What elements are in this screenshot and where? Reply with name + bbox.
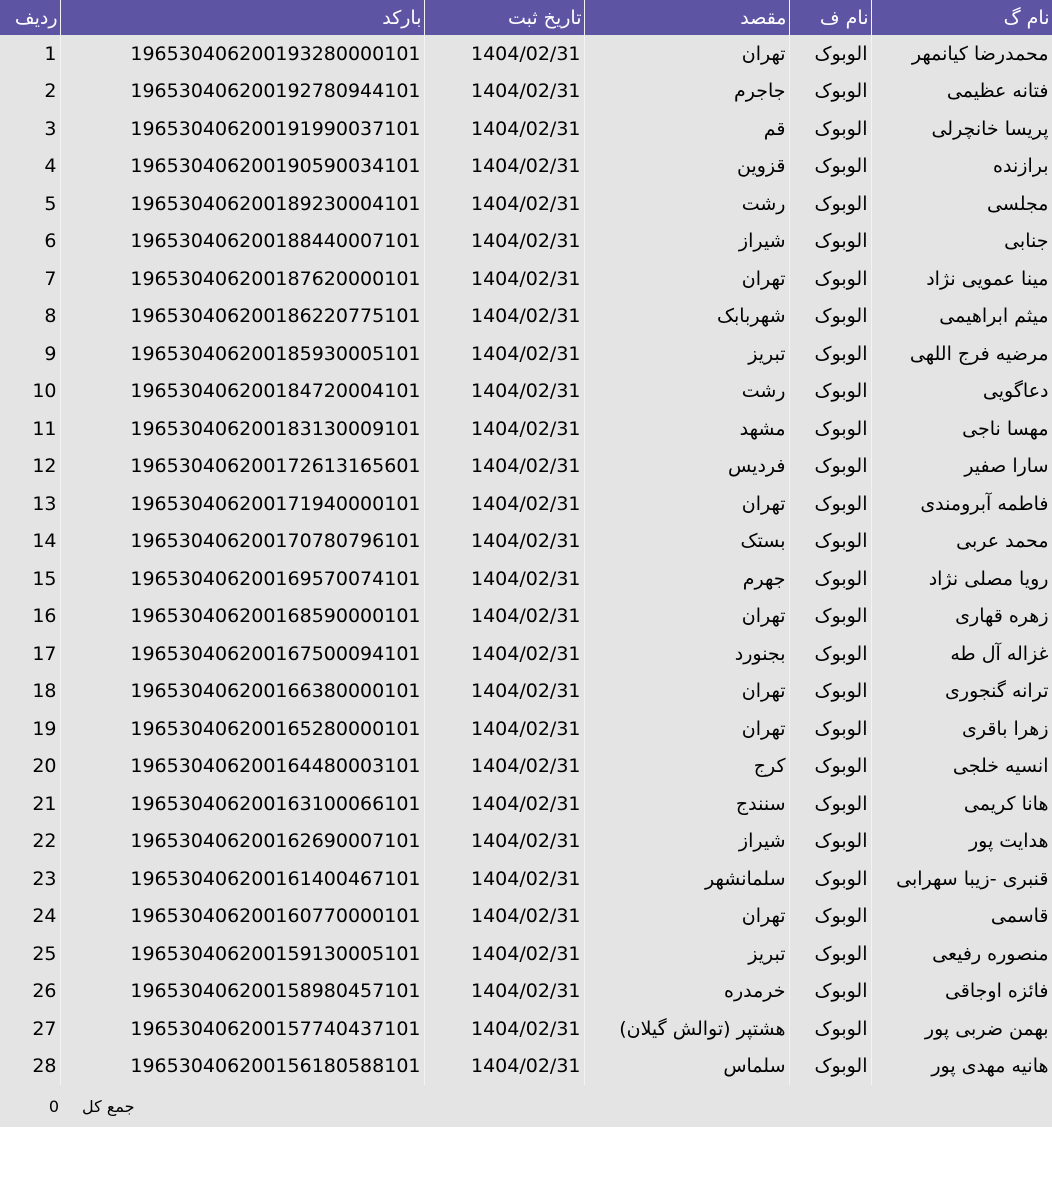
- barcode-cell[interactable]: 196530406200162690007101: [60, 823, 424, 861]
- last-name-cell[interactable]: بهمن ضربی پور: [871, 1010, 1052, 1048]
- destination-cell[interactable]: بستک: [584, 523, 789, 561]
- table-row: [0, 35, 1052, 73]
- destination-cell[interactable]: قزوین: [584, 148, 789, 186]
- first-name-cell[interactable]: الوبوک: [789, 485, 871, 523]
- first-name-cell[interactable]: الوبوک: [789, 223, 871, 261]
- row-number-cell[interactable]: 10: [0, 373, 60, 411]
- barcode-cell[interactable]: 196530406200191990037101: [60, 110, 424, 148]
- table-body: [0, 35, 1052, 1085]
- row-number-cell[interactable]: 16: [0, 598, 60, 636]
- barcode-cell[interactable]: 196530406200167500094101: [60, 635, 424, 673]
- first-name-cell[interactable]: الوبوک: [789, 973, 871, 1011]
- last-name-cell[interactable]: برازنده: [871, 148, 1052, 186]
- destination-cell[interactable]: سنندج: [584, 785, 789, 823]
- row-number-cell[interactable]: 12: [0, 448, 60, 486]
- barcode-cell[interactable]: 196530406200186220775101: [60, 298, 424, 336]
- last-name-cell[interactable]: مرضیه فرج اللهی: [871, 335, 1052, 373]
- header-last-name[interactable]: نام گ: [871, 0, 1052, 35]
- row-number-cell[interactable]: 2: [0, 73, 60, 111]
- date-cell[interactable]: 1404/02/31: [424, 35, 584, 73]
- first-name-cell[interactable]: الوبوک: [789, 523, 871, 561]
- table-row: [0, 373, 1052, 411]
- header-first-name[interactable]: نام ف: [789, 0, 871, 35]
- last-name-cell[interactable]: مینا عمویی نژاد: [871, 260, 1052, 298]
- first-name-cell[interactable]: الوبوک: [789, 260, 871, 298]
- first-name-cell[interactable]: الوبوک: [789, 1048, 871, 1086]
- date-cell[interactable]: 1404/02/31: [424, 935, 584, 973]
- date-cell[interactable]: 1404/02/31: [424, 298, 584, 336]
- destination-cell[interactable]: تهران: [584, 673, 789, 711]
- row-number-cell[interactable]: 25: [0, 935, 60, 973]
- table-row: [0, 635, 1052, 673]
- destination-cell[interactable]: شیراز: [584, 823, 789, 861]
- date-cell[interactable]: 1404/02/31: [424, 485, 584, 523]
- first-name-cell[interactable]: الوبوک: [789, 110, 871, 148]
- barcode-cell[interactable]: 196530406200193280000101: [60, 35, 424, 73]
- date-cell[interactable]: 1404/02/31: [424, 1048, 584, 1086]
- last-name-cell[interactable]: محمدرضا کیانمهر: [871, 35, 1052, 73]
- table-row: [0, 260, 1052, 298]
- destination-cell[interactable]: هشتپر (توالش گیلان): [584, 1010, 789, 1048]
- destination-cell[interactable]: رشت: [584, 373, 789, 411]
- first-name-cell[interactable]: الوبوک: [789, 785, 871, 823]
- barcode-cell[interactable]: 196530406200183130009101: [60, 410, 424, 448]
- date-cell[interactable]: 1404/02/31: [424, 223, 584, 261]
- row-number-cell[interactable]: 27: [0, 1010, 60, 1048]
- first-name-cell[interactable]: الوبوک: [789, 298, 871, 336]
- last-name-cell[interactable]: فتانه عظیمی: [871, 73, 1052, 111]
- table-row: [0, 973, 1052, 1011]
- table-row: [0, 1048, 1052, 1086]
- table-row: [0, 335, 1052, 373]
- row-number-cell[interactable]: 26: [0, 973, 60, 1011]
- barcode-cell[interactable]: 196530406200168590000101: [60, 598, 424, 636]
- row-number-cell[interactable]: 13: [0, 485, 60, 523]
- row-number-cell[interactable]: 24: [0, 898, 60, 936]
- first-name-cell[interactable]: الوبوک: [789, 860, 871, 898]
- table-row: [0, 298, 1052, 336]
- first-name-cell[interactable]: الوبوک: [789, 598, 871, 636]
- barcode-cell[interactable]: 196530406200159130005101: [60, 935, 424, 973]
- destination-cell[interactable]: کرج: [584, 748, 789, 786]
- last-name-cell[interactable]: محمد عربی: [871, 523, 1052, 561]
- first-name-cell[interactable]: الوبوک: [789, 185, 871, 223]
- row-number-cell[interactable]: 9: [0, 335, 60, 373]
- row-number-cell[interactable]: 18: [0, 673, 60, 711]
- table-row: [0, 560, 1052, 598]
- barcode-cell[interactable]: 196530406200184720004101: [60, 373, 424, 411]
- date-cell[interactable]: 1404/02/31: [424, 260, 584, 298]
- table-row: [0, 448, 1052, 486]
- barcode-cell[interactable]: 196530406200170780796101: [60, 523, 424, 561]
- first-name-cell[interactable]: الوبوک: [789, 148, 871, 186]
- date-cell[interactable]: 1404/02/31: [424, 560, 584, 598]
- table-row: [0, 748, 1052, 786]
- destination-cell[interactable]: تبریز: [584, 935, 789, 973]
- first-name-cell[interactable]: الوبوک: [789, 448, 871, 486]
- last-name-cell[interactable]: زهرا باقری: [871, 710, 1052, 748]
- destination-cell[interactable]: جهرم: [584, 560, 789, 598]
- table-row: [0, 598, 1052, 636]
- barcode-cell[interactable]: 196530406200171940000101: [60, 485, 424, 523]
- empty-cell[interactable]: [584, 1085, 789, 1127]
- first-name-cell[interactable]: الوبوک: [789, 560, 871, 598]
- destination-cell[interactable]: مشهد: [584, 410, 789, 448]
- first-name-cell[interactable]: الوبوک: [789, 710, 871, 748]
- row-number-cell[interactable]: 22: [0, 823, 60, 861]
- first-name-cell[interactable]: الوبوک: [789, 898, 871, 936]
- last-name-cell[interactable]: ترانه گنجوری: [871, 673, 1052, 711]
- date-cell[interactable]: 1404/02/31: [424, 73, 584, 111]
- header-row: [0, 0, 1052, 35]
- date-cell[interactable]: 1404/02/31: [424, 860, 584, 898]
- last-name-cell[interactable]: میثم ابراهیمی: [871, 298, 1052, 336]
- date-cell[interactable]: 1404/02/31: [424, 785, 584, 823]
- total-row: [0, 1085, 1052, 1127]
- date-cell[interactable]: 1404/02/31: [424, 635, 584, 673]
- date-cell[interactable]: 1404/02/31: [424, 898, 584, 936]
- empty-cell[interactable]: [424, 1085, 584, 1127]
- last-name-cell[interactable]: هانا کریمی: [871, 785, 1052, 823]
- destination-cell[interactable]: تبریز: [584, 335, 789, 373]
- destination-cell[interactable]: تهران: [584, 598, 789, 636]
- last-name-cell[interactable]: قاسمی: [871, 898, 1052, 936]
- date-cell[interactable]: 1404/02/31: [424, 748, 584, 786]
- last-name-cell[interactable]: مهسا ناجی: [871, 410, 1052, 448]
- destination-cell[interactable]: شیراز: [584, 223, 789, 261]
- row-number-cell[interactable]: 15: [0, 560, 60, 598]
- first-name-cell[interactable]: الوبوک: [789, 935, 871, 973]
- destination-cell[interactable]: تهران: [584, 898, 789, 936]
- first-name-cell[interactable]: الوبوک: [789, 673, 871, 711]
- barcode-cell[interactable]: 196530406200190590034101: [60, 148, 424, 186]
- first-name-cell[interactable]: الوبوک: [789, 73, 871, 111]
- destination-cell[interactable]: جاجرم: [584, 73, 789, 111]
- first-name-cell[interactable]: الوبوک: [789, 373, 871, 411]
- date-cell[interactable]: 1404/02/31: [424, 410, 584, 448]
- barcode-cell[interactable]: 196530406200157740437101: [60, 1010, 424, 1048]
- last-name-cell[interactable]: دعاگویی: [871, 373, 1052, 411]
- last-name-cell[interactable]: هانیه مهدی پور: [871, 1048, 1052, 1086]
- row-number-cell[interactable]: 20: [0, 748, 60, 786]
- table-row: [0, 710, 1052, 748]
- last-name-cell[interactable]: فائزه اوجاقی: [871, 973, 1052, 1011]
- date-cell[interactable]: 1404/02/31: [424, 973, 584, 1011]
- table-row: [0, 673, 1052, 711]
- destination-cell[interactable]: سلماس: [584, 1048, 789, 1086]
- table-row: [0, 410, 1052, 448]
- table-row: [0, 485, 1052, 523]
- barcode-cell[interactable]: 196530406200169570074101: [60, 560, 424, 598]
- row-number-cell[interactable]: 5: [0, 185, 60, 223]
- barcode-cell[interactable]: 196530406200185930005101: [60, 335, 424, 373]
- empty-cell[interactable]: [871, 1085, 1052, 1127]
- row-number-cell[interactable]: 1: [0, 35, 60, 73]
- table-row: [0, 523, 1052, 561]
- last-name-cell[interactable]: پریسا خانچرلی: [871, 110, 1052, 148]
- destination-cell[interactable]: بجنورد: [584, 635, 789, 673]
- destination-cell[interactable]: سلمانشهر: [584, 860, 789, 898]
- destination-cell[interactable]: شهربابک: [584, 298, 789, 336]
- last-name-cell[interactable]: انسیه خلجی: [871, 748, 1052, 786]
- date-cell[interactable]: 1404/02/31: [424, 335, 584, 373]
- date-cell[interactable]: 1404/02/31: [424, 523, 584, 561]
- last-name-cell[interactable]: رویا مصلی نژاد: [871, 560, 1052, 598]
- row-number-cell[interactable]: 21: [0, 785, 60, 823]
- row-number-cell[interactable]: 8: [0, 298, 60, 336]
- barcode-cell[interactable]: 196530406200164480003101: [60, 748, 424, 786]
- first-name-cell[interactable]: الوبوک: [789, 1010, 871, 1048]
- table-row: [0, 110, 1052, 148]
- barcode-cell[interactable]: 196530406200165280000101: [60, 710, 424, 748]
- last-name-cell[interactable]: منصوره رفیعی: [871, 935, 1052, 973]
- row-number-cell[interactable]: 11: [0, 410, 60, 448]
- date-cell[interactable]: 1404/02/31: [424, 148, 584, 186]
- first-name-cell[interactable]: الوبوک: [789, 748, 871, 786]
- row-number-cell[interactable]: 17: [0, 635, 60, 673]
- header-barcode[interactable]: بارکد: [60, 0, 424, 35]
- barcode-cell[interactable]: 196530406200158980457101: [60, 973, 424, 1011]
- destination-cell[interactable]: تهران: [584, 35, 789, 73]
- table-row: [0, 148, 1052, 186]
- row-number-cell[interactable]: 23: [0, 860, 60, 898]
- last-name-cell[interactable]: سارا صفیر: [871, 448, 1052, 486]
- table-row: [0, 785, 1052, 823]
- table-row: [0, 823, 1052, 861]
- last-name-cell[interactable]: هدایت پور: [871, 823, 1052, 861]
- last-name-cell[interactable]: فاطمه آبرومندی: [871, 485, 1052, 523]
- destination-cell[interactable]: تهران: [584, 485, 789, 523]
- last-name-cell[interactable]: غزاله آل طه: [871, 635, 1052, 673]
- header-registration-date[interactable]: تاریخ ثبت: [424, 0, 584, 35]
- barcode-cell[interactable]: 196530406200166380000101: [60, 673, 424, 711]
- table-row: [0, 73, 1052, 111]
- last-name-cell[interactable]: مجلسی: [871, 185, 1052, 223]
- barcode-cell[interactable]: 196530406200187620000101: [60, 260, 424, 298]
- destination-cell[interactable]: تهران: [584, 260, 789, 298]
- destination-cell[interactable]: قم: [584, 110, 789, 148]
- row-number-cell[interactable]: 19: [0, 710, 60, 748]
- first-name-cell[interactable]: الوبوک: [789, 335, 871, 373]
- empty-cell[interactable]: [789, 1085, 871, 1127]
- date-cell[interactable]: 1404/02/31: [424, 673, 584, 711]
- date-cell[interactable]: 1404/02/31: [424, 1010, 584, 1048]
- table-row: [0, 860, 1052, 898]
- date-cell[interactable]: 1404/02/31: [424, 110, 584, 148]
- barcode-cell[interactable]: 196530406200160770000101: [60, 898, 424, 936]
- date-cell[interactable]: 1404/02/31: [424, 710, 584, 748]
- table-row: [0, 898, 1052, 936]
- destination-cell[interactable]: فردیس: [584, 448, 789, 486]
- date-cell[interactable]: 1404/02/31: [424, 823, 584, 861]
- total-label[interactable]: جمع کل: [82, 1096, 135, 1116]
- barcode-cell[interactable]: 196530406200188440007101: [60, 223, 424, 261]
- first-name-cell[interactable]: الوبوک: [789, 823, 871, 861]
- row-number-cell[interactable]: 14: [0, 523, 60, 561]
- first-name-cell[interactable]: الوبوک: [789, 35, 871, 73]
- row-number-cell[interactable]: 7: [0, 260, 60, 298]
- date-cell[interactable]: 1404/02/31: [424, 185, 584, 223]
- destination-cell[interactable]: رشت: [584, 185, 789, 223]
- barcode-cell[interactable]: 196530406200156180588101: [60, 1048, 424, 1086]
- date-cell[interactable]: 1404/02/31: [424, 448, 584, 486]
- row-number-cell[interactable]: 6: [0, 223, 60, 261]
- first-name-cell[interactable]: الوبوک: [789, 410, 871, 448]
- destination-cell[interactable]: تهران: [584, 710, 789, 748]
- last-name-cell[interactable]: زهره قهاری: [871, 598, 1052, 636]
- header-row-number[interactable]: ردیف: [0, 0, 60, 35]
- total-value[interactable]: 0: [48, 1096, 59, 1116]
- barcode-cell[interactable]: 196530406200163100066101: [60, 785, 424, 823]
- first-name-cell[interactable]: الوبوک: [789, 635, 871, 673]
- table-row: [0, 1010, 1052, 1048]
- table-row: [0, 185, 1052, 223]
- row-number-cell[interactable]: 4: [0, 148, 60, 186]
- table-row: [0, 935, 1052, 973]
- table-row: [0, 223, 1052, 261]
- date-cell[interactable]: 1404/02/31: [424, 373, 584, 411]
- barcode-cell[interactable]: 196530406200161400467101: [60, 860, 424, 898]
- header-destination[interactable]: مقصد: [584, 0, 789, 35]
- last-name-cell[interactable]: قنبری -زیبا سهرابی: [871, 860, 1052, 898]
- last-name-cell[interactable]: جنابی: [871, 223, 1052, 261]
- barcode-cell[interactable]: 196530406200189230004101: [60, 185, 424, 223]
- row-number-cell[interactable]: 28: [0, 1048, 60, 1086]
- row-number-cell[interactable]: 3: [0, 110, 60, 148]
- destination-cell[interactable]: خرمدره: [584, 973, 789, 1011]
- barcode-cell[interactable]: 196530406200192780944101: [60, 73, 424, 111]
- barcode-cell[interactable]: 196530406200172613165601: [60, 448, 424, 486]
- date-cell[interactable]: 1404/02/31: [424, 598, 584, 636]
